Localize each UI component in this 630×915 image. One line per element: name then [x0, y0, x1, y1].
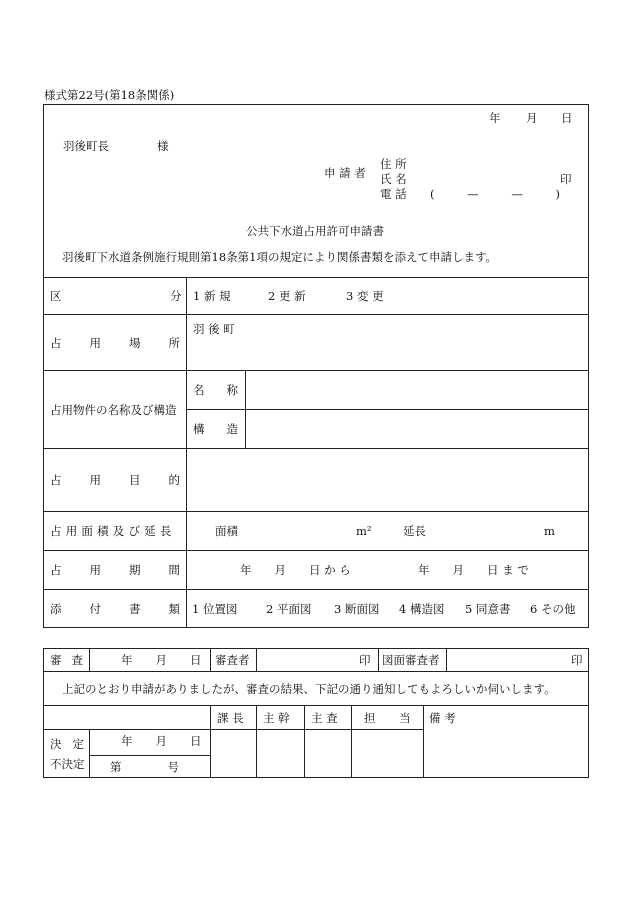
decision-label: 決 定: [50, 737, 84, 751]
honorific: 様: [157, 139, 169, 153]
object-structure-label: 構 造: [193, 422, 238, 436]
attachment-item-2: 2 平面図: [266, 602, 312, 616]
purpose-label: 占 用 目 的: [50, 473, 180, 487]
document-title: 公共下水道占用許可申請書: [246, 224, 384, 238]
role-chief-inspector: 主 査: [311, 711, 338, 725]
classification-label-left: 区: [50, 289, 62, 303]
object-label: 占用物件の名称及び構造: [50, 403, 177, 417]
classification-option-renew: 2 更 新: [268, 289, 306, 303]
role-section-chief: 課 長: [217, 711, 244, 725]
area-field-label: 面積: [215, 524, 238, 538]
addressee: 羽後町長: [63, 139, 109, 153]
location-value: 羽 後 町: [193, 322, 235, 336]
role-chief-director: 主 幹: [263, 711, 290, 725]
classification-label-right: 分: [170, 289, 182, 303]
review-notice: 上記のとおり申請がありましたが、審査の結果、下記の通り通知してもよろしいか伺いします。: [62, 682, 556, 696]
date-year-label: 年: [489, 111, 501, 125]
period-label: 占 用 期 間: [50, 563, 180, 577]
location-label: 占 用 場 所: [50, 336, 180, 350]
attachment-item-1: 1 位置図: [192, 602, 238, 616]
date-month-label: 月: [526, 111, 538, 125]
remarks-label: 備 考: [429, 711, 456, 725]
classification-option-new: 1 新 規: [193, 289, 231, 303]
period-from: 年 月 日 か ら: [240, 563, 351, 577]
area-unit: m²: [356, 524, 372, 538]
attachments-label: 添 付 書 類: [50, 602, 180, 616]
name-label: 氏 名: [380, 172, 407, 186]
date-day-label: 日: [561, 111, 573, 125]
object-name-label: 名 称: [193, 383, 238, 397]
attachment-item-4: 4 構造図: [399, 602, 445, 616]
attachment-item-5: 5 同意書: [465, 602, 511, 616]
drawing-reviewer-label: 図面審査者: [382, 653, 440, 667]
rejection-label: 不決定: [50, 757, 85, 771]
applicant-label: 申 請 者: [324, 166, 366, 180]
attachment-item-6: 6 その他: [530, 602, 576, 616]
review-date: 年 月 日: [121, 653, 202, 667]
area-label: 占用面積及び延長: [50, 524, 176, 538]
decision-number: 第 号: [110, 760, 179, 774]
applicant-seal: 印: [560, 172, 572, 186]
form-number: 様式第22号(第18条関係): [44, 88, 175, 102]
address-label: 住 所: [380, 157, 407, 171]
decision-date: 年 月 日: [121, 734, 202, 748]
role-person-in-charge: 担 当: [364, 711, 421, 725]
length-unit: m: [544, 524, 555, 538]
classification-option-change: 3 変 更: [346, 289, 384, 303]
drawing-reviewer-seal: 印: [571, 653, 583, 667]
phone-format: ( — — ): [430, 187, 560, 201]
length-field-label: 延長: [403, 524, 426, 538]
intro-text: 羽後町下水道条例施行規則第18条第1項の規定により関係書類を添えて申請します。: [62, 250, 498, 264]
reviewer-seal: 印: [359, 653, 371, 667]
period-to: 年 月 日 ま で: [418, 563, 529, 577]
review-label: 審 査: [50, 653, 83, 667]
phone-label: 電 話: [380, 187, 407, 201]
reviewer-label: 審査者: [215, 653, 250, 667]
attachment-item-3: 3 断面図: [334, 602, 380, 616]
